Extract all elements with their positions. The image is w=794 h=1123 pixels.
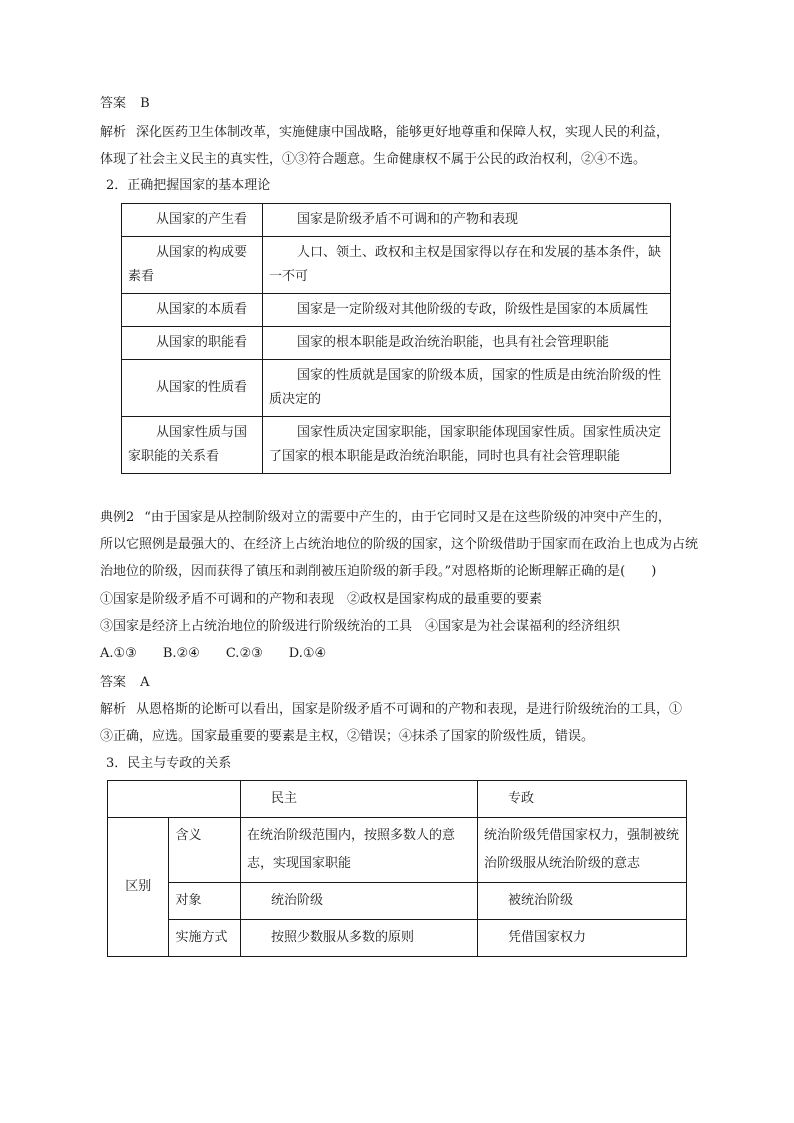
table-row bbox=[122, 327, 671, 360]
example-text: “由于国家是从控制阶级对立的需要中产生的，由于它同时又是在这些阶级的冲突中产生的， bbox=[144, 510, 671, 525]
example-2-options-2: ③国家是经济上占统治地位的阶级进行阶级统治的工具 ④国家是为社会谋福利的经济组织 bbox=[100, 619, 621, 634]
explanation-2-line-2: ③正确，应选。国家最重要的要素是主权，②错误；④抹杀了国家的阶级性质，错误。 bbox=[100, 729, 595, 744]
dictatorship-cell: 被统治阶级 bbox=[478, 883, 687, 920]
table-row bbox=[122, 360, 671, 417]
table-row bbox=[108, 883, 687, 920]
answer-2 bbox=[100, 675, 695, 691]
table-cell-body: 国家是一定阶级对其他阶级的专政，阶级性是国家的本质属性 bbox=[263, 294, 671, 327]
table-corner-cell bbox=[108, 781, 241, 818]
explanation-text: 深化医药卫生体制改革，实施健康中国战略，能够更好地尊重和保障人权，实现人民的利益， bbox=[136, 125, 670, 140]
table-header-row bbox=[108, 781, 687, 818]
aspect-cell: 含义 bbox=[169, 818, 241, 883]
table-cell-head: 从国家的性质看 bbox=[122, 360, 263, 417]
explanation-1-line-2: 体现了社会主义民主的真实性，①③符合题意。生命健康权不属于公民的政治权利，②④不选。 bbox=[100, 152, 647, 167]
democracy-cell: 在统治阶级范围内，按照多数人的意志，实现国家职能 bbox=[241, 818, 478, 883]
table-cell-head: 从国家性质与国家职能的关系看 bbox=[122, 417, 263, 474]
example-2-options-1: ①国家是阶级矛盾不可调和的产物和表现 ②政权是国家构成的最重要的要素 bbox=[100, 592, 543, 607]
democracy-cell: 统治阶级 bbox=[241, 883, 478, 920]
democracy-cell: 按照少数服从多数的原则 bbox=[241, 920, 478, 957]
example-2-line-3: 治地位的阶级，因而获得了镇压和剥削被压迫阶级的新手段。”对恩格斯的论断理解正确的是( ) bbox=[100, 564, 657, 579]
table-row bbox=[108, 818, 687, 883]
aspect-cell: 对象 bbox=[169, 883, 241, 920]
answer-label: 答案 bbox=[100, 675, 127, 690]
explanation-label: 解析 bbox=[100, 702, 127, 717]
answer-1 bbox=[100, 96, 695, 112]
table-cell-body: 国家是阶级矛盾不可调和的产物和表现 bbox=[263, 204, 671, 237]
state-theory-table bbox=[121, 203, 671, 474]
explanation-label: 解析 bbox=[100, 125, 127, 140]
table-cell-body: 国家的根本职能是政治统治职能，也具有社会管理职能 bbox=[263, 327, 671, 360]
table-row bbox=[122, 294, 671, 327]
table-row bbox=[122, 237, 671, 294]
explanation-text: 从恩格斯的论断可以看出，国家是阶级矛盾不可调和的产物和表现，是进行阶级统治的工具，① bbox=[136, 702, 683, 717]
table-cell-body: 国家性质决定国家职能，国家职能体现国家性质。国家性质决定了国家的根本职能是政治统治职能，同时也具有社会管理职能 bbox=[263, 417, 671, 474]
table-cell-body: 人口、领土、政权和主权是国家得以存在和发展的基本条件，缺一不可 bbox=[263, 237, 671, 294]
column-header-dictatorship: 专政 bbox=[478, 781, 687, 818]
section-3-title: 3．民主与专政的关系 bbox=[106, 756, 232, 771]
example-2-line-1 bbox=[100, 510, 695, 526]
answer-value: B bbox=[140, 96, 150, 111]
example-2-choices: A.①③ B.②④ C.②③ D.①④ bbox=[100, 646, 327, 661]
answer-value: A bbox=[140, 675, 150, 690]
table-cell-body: 国家的性质就是国家的阶级本质，国家的性质是由统治阶级的性质决定的 bbox=[263, 360, 671, 417]
table-cell-head: 从国家的本质看 bbox=[122, 294, 263, 327]
table-row bbox=[122, 204, 671, 237]
table-cell-head: 从国家的职能看 bbox=[122, 327, 263, 360]
section-2-title: 2．正确把握国家的基本理论 bbox=[106, 178, 271, 193]
aspect-cell: 实施方式 bbox=[169, 920, 241, 957]
explanation-1-line-1 bbox=[100, 125, 695, 141]
table-cell-head: 从国家的产生看 bbox=[122, 204, 263, 237]
table-row bbox=[108, 920, 687, 957]
dictatorship-cell: 凭借国家权力 bbox=[478, 920, 687, 957]
answer-label: 答案 bbox=[100, 96, 127, 111]
example-2-line-2: 所以它照例是最强大的、在经济上占统治地位的阶级的国家，这个阶级借助于国家而在政治上也成为占统 bbox=[100, 537, 699, 552]
example-label: 典例2 bbox=[100, 510, 135, 525]
group-label-difference: 区别 bbox=[108, 818, 169, 957]
table-cell-head: 从国家的构成要素看 bbox=[122, 237, 263, 294]
table-row bbox=[122, 417, 671, 474]
explanation-2-line-1 bbox=[100, 702, 695, 718]
dictatorship-cell: 统治阶级凭借国家权力，强制被统治阶级服从统治阶级的意志 bbox=[478, 818, 687, 883]
column-header-democracy: 民主 bbox=[241, 781, 478, 818]
democracy-dictatorship-table bbox=[107, 780, 687, 957]
